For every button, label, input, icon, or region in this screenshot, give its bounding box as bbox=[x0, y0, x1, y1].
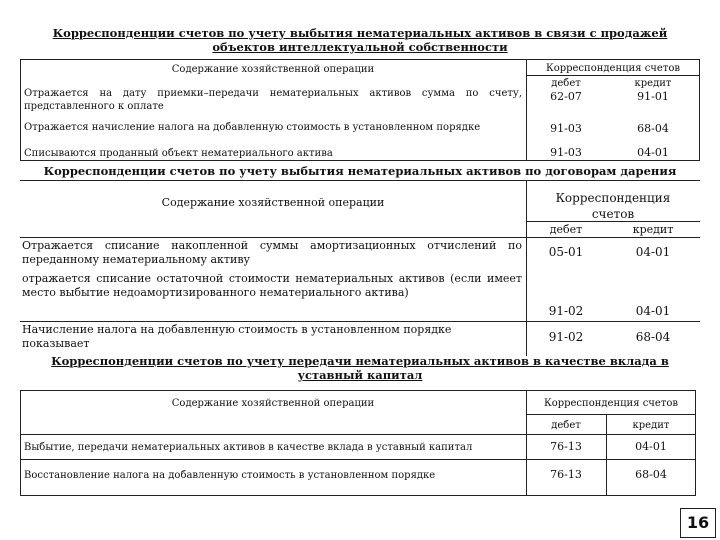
section2-row-line bbox=[20, 321, 700, 322]
section2-row1-debit: 05-01 bbox=[548, 245, 584, 259]
section1-row2-text: Отражается начисление налога на добавленную стоимость в установленном порядке bbox=[24, 122, 481, 133]
page-number: 16 bbox=[680, 508, 716, 538]
section1-title-line1: Корреспонденции счетов по учету выбытия нематериальных активов в связи с продажей bbox=[52, 26, 668, 40]
section2-row3-credit: 68-04 bbox=[635, 330, 671, 344]
section2-header-corr-line2: счетов bbox=[591, 207, 635, 221]
section1-row2-credit: 68-04 bbox=[637, 122, 669, 135]
section2-row3-text: Начисление налога на добавленную стоимость в установленном порядке показывает bbox=[22, 323, 452, 350]
section1-row1-debit: 62-07 bbox=[550, 90, 582, 103]
section1-header-credit: кредит bbox=[634, 78, 672, 89]
section2-header-bottom bbox=[20, 237, 700, 238]
section1-row3-text: Списываются проданный объект нематериального актива bbox=[24, 148, 333, 159]
section3-row2-text: Восстановление налога на добавленную стоимость в установленном порядке bbox=[24, 470, 436, 481]
section2-row3-debit: 91-02 bbox=[548, 330, 584, 344]
section1-header-debit: дебет bbox=[551, 78, 581, 89]
section1-header-corr: Корреспонденция счетов bbox=[545, 63, 681, 74]
section2-header-corr bbox=[526, 190, 700, 222]
section1-title bbox=[40, 26, 680, 54]
section3-row2-credit: 68-04 bbox=[635, 468, 667, 481]
section2-row2-text: отражается списание остаточной стоимости нематериальных активов (если имеет место выбытие недоамортизированного нематериального актива) bbox=[22, 272, 522, 299]
section3-row1-text: Выбытие, передачи нематериальных активов в качестве вклада в уставный капитал bbox=[24, 442, 473, 453]
section2-top-line bbox=[20, 180, 700, 181]
section2-row2-credit: 04-01 bbox=[635, 304, 671, 318]
section3-row1-debit: 76-13 bbox=[550, 440, 582, 453]
section3-header-bottom bbox=[20, 434, 696, 435]
section3-header-content: Содержание хозяйственной операции bbox=[171, 398, 375, 409]
section1-row3-credit: 04-01 bbox=[637, 146, 669, 159]
section3-row1-credit: 04-01 bbox=[635, 440, 667, 453]
section3-row-line bbox=[20, 459, 696, 460]
section3-title bbox=[40, 354, 680, 382]
section3-header-corr: Корреспонденция счетов bbox=[543, 398, 679, 409]
section2-row2-debit: 91-02 bbox=[548, 304, 584, 318]
section2-header-corr-line1: Корреспонденция bbox=[555, 191, 671, 205]
section1-row1-credit: 91-01 bbox=[637, 90, 669, 103]
section3-header-credit: кредит bbox=[632, 420, 670, 431]
section2-title: Корреспонденции счетов по учету выбытия нематериальных активов по договорам дарения bbox=[43, 164, 677, 178]
section1-header-content: Содержание хозяйственной операции bbox=[171, 64, 375, 75]
section1-row2-debit: 91-03 bbox=[550, 122, 582, 135]
section3-row2-debit: 76-13 bbox=[550, 468, 582, 481]
section3-header-debit: дебет bbox=[551, 420, 581, 431]
section1-row1-text: Отражается на дату приемки–передачи нематериальных активов сумма по счету, представленного к оплате bbox=[24, 88, 522, 112]
section1-header-line bbox=[526, 75, 700, 76]
section3-title-line1: Корреспонденции счетов по учету передачи нематериальных активов в качестве вклада в bbox=[51, 354, 669, 368]
section1-title-line2: объектов интеллектуальной собственности bbox=[212, 40, 508, 54]
section3-header-line bbox=[526, 414, 696, 415]
section2-header-content: Содержание хозяйственной операции bbox=[161, 196, 385, 209]
section2-row1-credit: 04-01 bbox=[635, 245, 671, 259]
section3-title-line2: уставный капитал bbox=[297, 368, 423, 382]
section1-row3-debit: 91-03 bbox=[550, 146, 582, 159]
section2-header-credit: кредит bbox=[632, 223, 674, 236]
section2-row1-text: Отражается списание накопленной суммы амортизационных отчислений по переданному нематериальному активу bbox=[22, 239, 522, 266]
section2-header-debit: дебет bbox=[549, 223, 583, 236]
